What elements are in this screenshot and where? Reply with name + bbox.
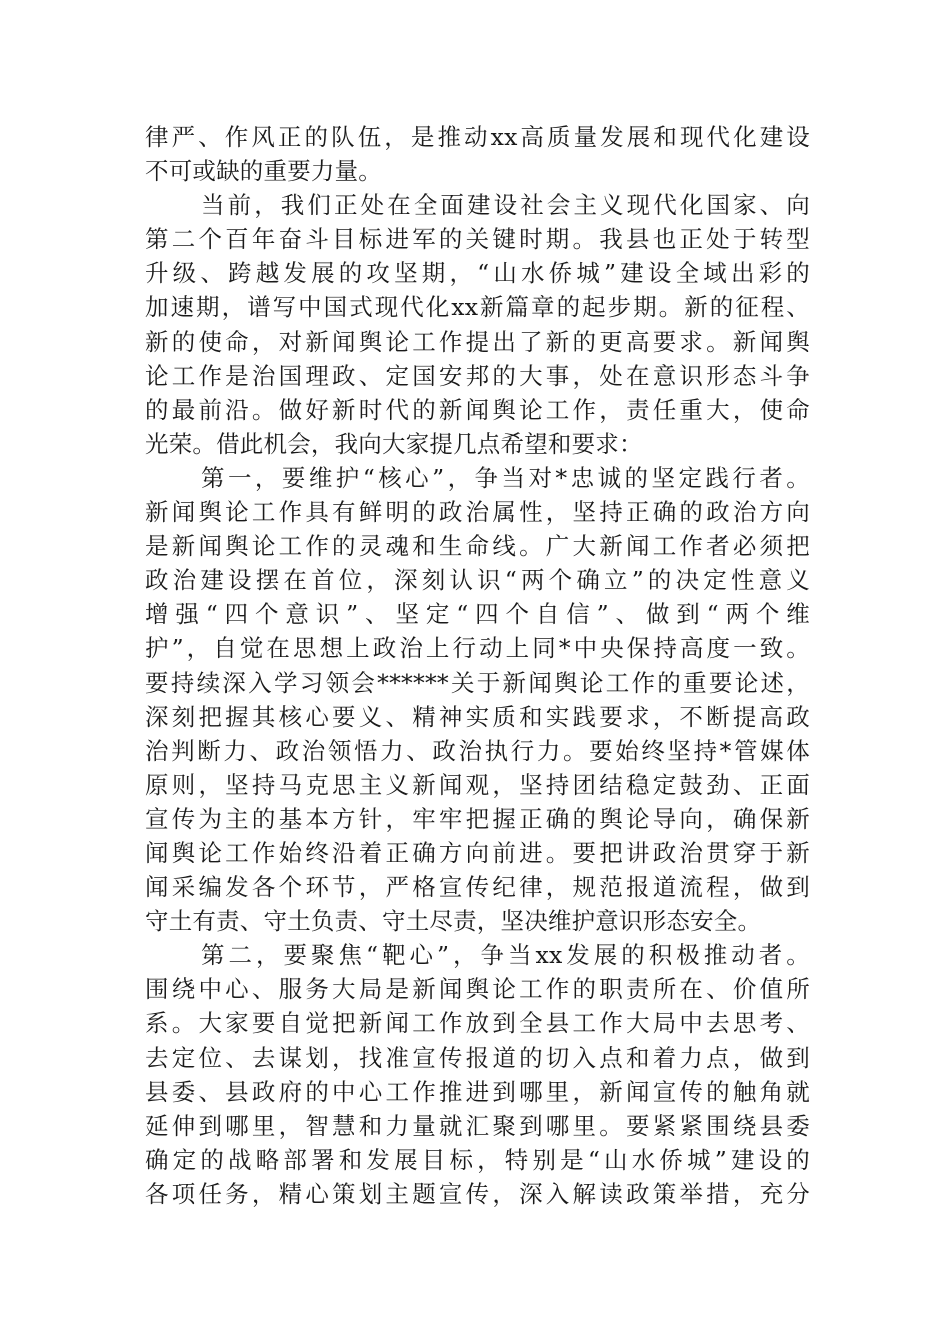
text-line: 论工作是治国理政、定国安邦的大事，处在意识形态斗争 — [145, 361, 810, 390]
text-line: 光荣。借此机会，我向大家提几点希望和要求： — [145, 429, 643, 458]
text-line: 各项任务，精心策划主题宣传，深入解读政策举措，充分 — [145, 1179, 810, 1208]
text-line: 治判断力、政治领悟力、政治执行力。要始终坚持*管媒体 — [145, 736, 810, 765]
text-line: 原则，坚持马克思主义新闻观，坚持团结稳定鼓劲、正面 — [145, 770, 810, 799]
text-line: 护”，自觉在思想上政治上行动上同*中央保持高度一致。 — [145, 634, 810, 663]
text-line: 新的使命，对新闻舆论工作提出了新的更高要求。新闻舆 — [145, 327, 810, 356]
text-line: 不可或缺的重要力量。 — [145, 157, 382, 186]
text-line: 是新闻舆论工作的灵魂和生命线。广大新闻工作者必须把 — [145, 532, 810, 561]
text-line: 确定的战略部署和发展目标，特别是“山水侨城”建设的 — [145, 1145, 810, 1174]
text-line: 第二个百年奋斗目标进军的关键时期。我县也正处于转型 — [145, 225, 810, 254]
text-line: 当前，我们正处在全面建设社会主义现代化国家、向 — [201, 191, 810, 220]
text-line: 新闻舆论工作具有鲜明的政治属性，坚持正确的政治方向 — [145, 498, 810, 527]
text-line: 第一，要维护“核心”，争当对*忠诚的坚定践行者。 — [201, 463, 810, 492]
text-line: 县委、县政府的中心工作推进到哪里，新闻宣传的触角就 — [145, 1077, 810, 1106]
text-line: 去定位、去谋划，找准宣传报道的切入点和着力点，做到 — [145, 1043, 810, 1072]
text-line: 要持续深入学习领会******关于新闻舆论工作的重要论述， — [145, 668, 810, 697]
text-line: 政治建设摆在首位，深刻认识“两个确立”的决定性意义 — [145, 566, 810, 595]
text-line: 加速期，谱写中国式现代化xx新篇章的起步期。新的征程、 — [145, 293, 810, 322]
text-line: 律严、作风正的队伍，是推动xx高质量发展和现代化建设 — [145, 123, 810, 151]
text-line: 的最前沿。做好新时代的新闻舆论工作，责任重大，使命 — [145, 395, 810, 424]
text-line: 宣传为主的基本方针，牢牢把握正确的舆论导向，确保新 — [145, 804, 810, 833]
text-line: 系。大家要自觉把新闻工作放到全县工作大局中去思考、 — [145, 1009, 810, 1038]
text-line: 第二，要聚焦“靶心”，争当xx发展的积极推动者。 — [201, 941, 810, 970]
text-line: 升级、跨越发展的攻坚期，“山水侨城”建设全域出彩的 — [145, 259, 810, 288]
text-line: 闻采编发各个环节，严格宣传纪律，规范报道流程，做到 — [145, 873, 810, 902]
text-line: 守土有责、守土负责、守土尽责，坚决维护意识形态安全。 — [145, 907, 762, 936]
document-body — [145, 120, 810, 1211]
text-line: 深刻把握其核心要义、精神实质和实践要求，不断提高政 — [145, 702, 810, 731]
text-line: 增强“四个意识”、坚定“四个自信”、做到“两个维 — [145, 600, 810, 629]
text-line: 延伸到哪里，智慧和力量就汇聚到哪里。要紧紧围绕县委 — [145, 1111, 810, 1140]
text-line: 围绕中心、服务大局是新闻舆论工作的职责所在、价值所 — [145, 975, 810, 1004]
text-line: 闻舆论工作始终沿着正确方向前进。要把讲政治贯穿于新 — [145, 838, 810, 867]
